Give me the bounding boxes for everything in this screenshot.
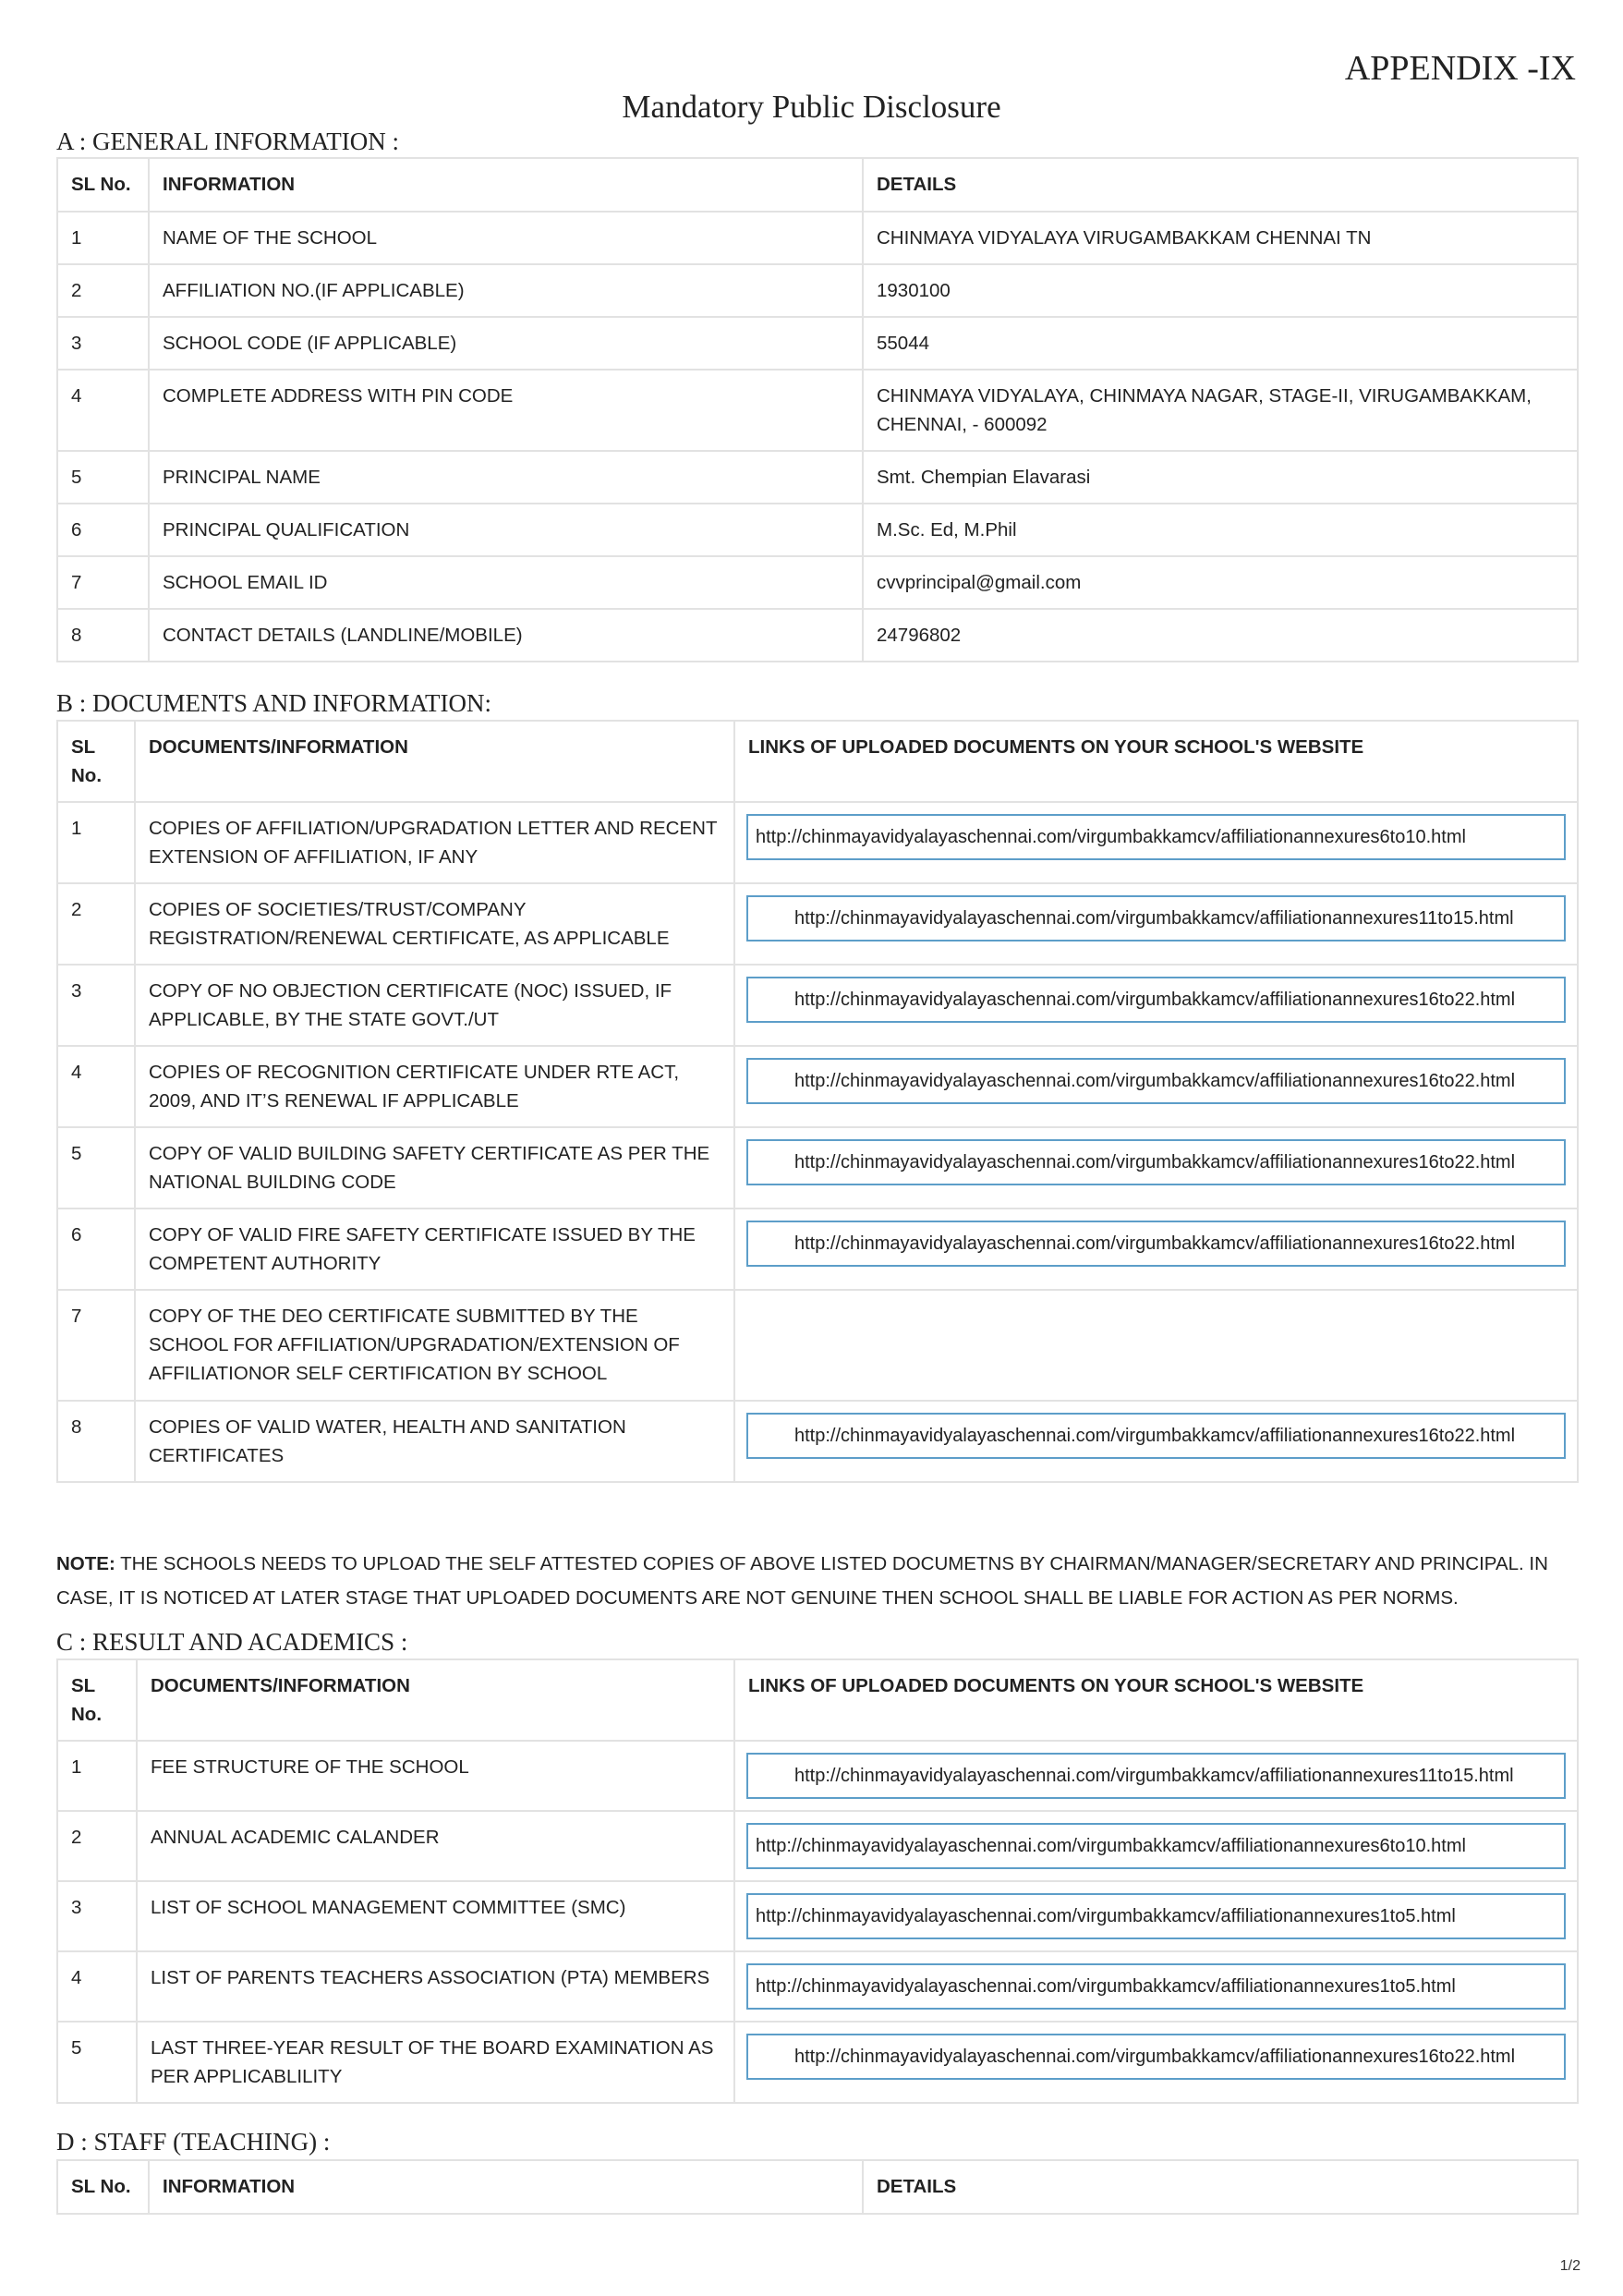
page-number: 1/2 [1559,2258,1581,2274]
details-cell: CHINMAYA VIDYALAYA VIRUGAMBAKKAM CHENNAI TN [863,212,1578,264]
info-cell: SCHOOL CODE (IF APPLICABLE) [149,317,863,370]
info-cell: PRINCIPAL QUALIFICATION [149,504,863,556]
general-information-table [56,157,1579,662]
table-row [57,1401,1578,1482]
column-header-details: DETAILS [863,2160,1578,2214]
sl-cell: 6 [57,1209,135,1290]
document-cell: COPY OF THE DEO CERTIFICATE SUBMITTED BY THE SCHOOL FOR AFFILIATION/UPGRADATION/EXTENSION OF AFFILIATIONOR SELF CERTIFICATION BY SCHOOL [135,1290,734,1401]
details-cell: Smt. Chempian Elavarasi [863,451,1578,504]
link-cell [734,965,1578,1046]
table-row [57,883,1578,965]
link-cell [734,1127,1578,1209]
sl-cell: 1 [57,212,149,264]
details-cell: M.Sc. Ed, M.Phil [863,504,1578,556]
table-row [57,556,1578,609]
sl-cell: 5 [57,451,149,504]
sl-cell: 8 [57,609,149,662]
info-cell: COMPLETE ADDRESS WITH PIN CODE [149,370,863,451]
section-a-heading: A : GENERAL INFORMATION : [56,128,399,155]
document-link[interactable]: http://chinmayavidyalayaschennai.com/virgumbakkamcv/affiliationannexures6to10.html [746,1823,1566,1869]
table-row [57,451,1578,504]
document-link[interactable]: http://chinmayavidyalayaschennai.com/virgumbakkamcv/affiliationannexures11to15.html [746,1753,1566,1799]
sl-cell: 5 [57,2022,137,2103]
table-header-row [57,1659,1578,1741]
sl-cell: 3 [57,1881,137,1951]
table-row [57,1741,1578,1811]
column-header-links: LINKS OF UPLOADED DOCUMENTS ON YOUR SCHOOL'S WEBSITE [734,721,1578,802]
appendix-label: APPENDIX -IX [1344,49,1576,88]
document-cell: ANNUAL ACADEMIC CALANDER [137,1811,734,1881]
document-cell: LIST OF SCHOOL MANAGEMENT COMMITTEE (SMC) [137,1881,734,1951]
table-row [57,264,1578,317]
table-row [57,370,1578,451]
document-cell: COPY OF VALID FIRE SAFETY CERTIFICATE ISSUED BY THE COMPETENT AUTHORITY [135,1209,734,1290]
document-link[interactable]: http://chinmayavidyalayaschennai.com/virgumbakkamcv/affiliationannexures16to22.html [746,1221,1566,1267]
column-header-sl: SL No. [57,721,135,802]
column-header-sl: SL No. [57,2160,149,2214]
document-cell: COPIES OF RECOGNITION CERTIFICATE UNDER RTE ACT, 2009, AND IT’S RENEWAL IF APPLICABLE [135,1046,734,1127]
page-title: Mandatory Public Disclosure [622,89,1001,125]
sl-cell: 2 [57,1811,137,1881]
table-header-row [57,721,1578,802]
link-cell [734,1046,1578,1127]
sl-cell: 3 [57,965,135,1046]
section-d-heading: D : STAFF (TEACHING) : [56,2128,331,2156]
document-cell: COPIES OF SOCIETIES/TRUST/COMPANY REGISTRATION/RENEWAL CERTIFICATE, AS APPLICABLE [135,883,734,965]
document-cell: LAST THREE-YEAR RESULT OF THE BOARD EXAMINATION AS PER APPLICABLILITY [137,2022,734,2103]
table-row [57,1127,1578,1209]
sl-cell: 5 [57,1127,135,1209]
result-academics-table [56,1658,1579,2104]
sl-cell: 4 [57,1046,135,1127]
table-row [57,1046,1578,1127]
staff-teaching-table [56,2159,1579,2215]
document-link[interactable]: http://chinmayavidyalayaschennai.com/virgumbakkamcv/affiliationannexures1to5.html [746,1963,1566,2010]
document-link[interactable]: http://chinmayavidyalayaschennai.com/virgumbakkamcv/affiliationannexures16to22.html [746,1413,1566,1459]
table-row [57,317,1578,370]
sl-cell: 2 [57,264,149,317]
sl-cell: 3 [57,317,149,370]
link-cell [734,1290,1578,1401]
info-cell: NAME OF THE SCHOOL [149,212,863,264]
link-cell [734,1209,1578,1290]
sl-cell: 8 [57,1401,135,1482]
document-link[interactable]: http://chinmayavidyalayaschennai.com/virgumbakkamcv/affiliationannexures1to5.html [746,1893,1566,1939]
table-row [57,609,1578,662]
column-header-sl: SL No. [57,158,149,212]
link-cell [734,1741,1578,1811]
link-cell [734,2022,1578,2103]
details-cell: 24796802 [863,609,1578,662]
document-link[interactable]: http://chinmayavidyalayaschennai.com/virgumbakkamcv/affiliationannexures16to22.html [746,2034,1566,2080]
column-header-information: INFORMATION [149,2160,863,2214]
section-b-heading: B : DOCUMENTS AND INFORMATION: [56,689,492,717]
document-cell: COPIES OF AFFILIATION/UPGRADATION LETTER AND RECENT EXTENSION OF AFFILIATION, IF ANY [135,802,734,883]
document-link[interactable]: http://chinmayavidyalayaschennai.com/virgumbakkamcv/affiliationannexures11to15.html [746,895,1566,941]
sl-cell: 2 [57,883,135,965]
sl-cell: 7 [57,556,149,609]
column-header-documents: DOCUMENTS/INFORMATION [135,721,734,802]
document-cell: COPY OF NO OBJECTION CERTIFICATE (NOC) ISSUED, IF APPLICABLE, BY THE STATE GOVT./UT [135,965,734,1046]
document-link[interactable]: http://chinmayavidyalayaschennai.com/virgumbakkamcv/affiliationannexures6to10.html [746,814,1566,860]
table-row [57,1209,1578,1290]
table-header-row [57,2160,1578,2214]
table-row [57,1951,1578,2022]
documents-information-table [56,720,1579,1483]
info-cell: CONTACT DETAILS (LANDLINE/MOBILE) [149,609,863,662]
sl-cell: 1 [57,802,135,883]
sl-cell: 4 [57,370,149,451]
link-cell [734,1401,1578,1482]
document-cell: LIST OF PARENTS TEACHERS ASSOCIATION (PTA) MEMBERS [137,1951,734,2022]
section-c-heading: C : RESULT AND ACADEMICS : [56,1628,408,1656]
column-header-links: LINKS OF UPLOADED DOCUMENTS ON YOUR SCHOOL'S WEBSITE [734,1659,1578,1741]
link-cell [734,883,1578,965]
document-cell: COPIES OF VALID WATER, HEALTH AND SANITATION CERTIFICATES [135,1401,734,1482]
table-row [57,2022,1578,2103]
column-header-sl: SL No. [57,1659,137,1741]
details-cell: 55044 [863,317,1578,370]
info-cell: AFFILIATION NO.(IF APPLICABLE) [149,264,863,317]
details-cell: CHINMAYA VIDYALAYA, CHINMAYA NAGAR, STAGE-II, VIRUGAMBAKKAM, CHENNAI, - 600092 [863,370,1578,451]
note-text: THE SCHOOLS NEEDS TO UPLOAD THE SELF ATTESTED COPIES OF ABOVE LISTED DOCUMETNS BY CHAIRMAN/MANAGER/SECRETARY AND PRINCIPAL. IN CASE, IT IS NOTICED AT LATER STAGE THAT UPLOADED DOCUMENTS ARE NOT GENUINE THEN SCHOOL SHALL BE LIABLE FOR ACTION AS PER NORMS. [56,1553,1548,1609]
details-cell: 1930100 [863,264,1578,317]
table-row [57,1811,1578,1881]
column-header-documents: DOCUMENTS/INFORMATION [137,1659,734,1741]
disclosure-note [56,1547,1577,1615]
link-cell [734,1951,1578,2022]
document-link[interactable]: http://chinmayavidyalayaschennai.com/virgumbakkamcv/affiliationannexures16to22.html [746,1058,1566,1104]
note-label: NOTE: [56,1553,115,1574]
sl-cell: 4 [57,1951,137,2022]
column-header-details: DETAILS [863,158,1578,212]
table-row [57,504,1578,556]
document-link[interactable]: http://chinmayavidyalayaschennai.com/virgumbakkamcv/affiliationannexures16to22.html [746,1139,1566,1185]
document-link[interactable]: http://chinmayavidyalayaschennai.com/virgumbakkamcv/affiliationannexures16to22.html [746,977,1566,1023]
sl-cell: 6 [57,504,149,556]
document-cell: COPY OF VALID BUILDING SAFETY CERTIFICATE AS PER THE NATIONAL BUILDING CODE [135,1127,734,1209]
link-cell [734,1811,1578,1881]
sl-cell: 1 [57,1741,137,1811]
sl-cell: 7 [57,1290,135,1401]
link-cell [734,802,1578,883]
column-header-information: INFORMATION [149,158,863,212]
table-row [57,212,1578,264]
table-row [57,965,1578,1046]
details-cell: cvvprincipal@gmail.com [863,556,1578,609]
table-row [57,802,1578,883]
table-row [57,1290,1578,1401]
table-row [57,1881,1578,1951]
table-header-row [57,158,1578,212]
info-cell: SCHOOL EMAIL ID [149,556,863,609]
info-cell: PRINCIPAL NAME [149,451,863,504]
link-cell [734,1881,1578,1951]
document-cell: FEE STRUCTURE OF THE SCHOOL [137,1741,734,1811]
